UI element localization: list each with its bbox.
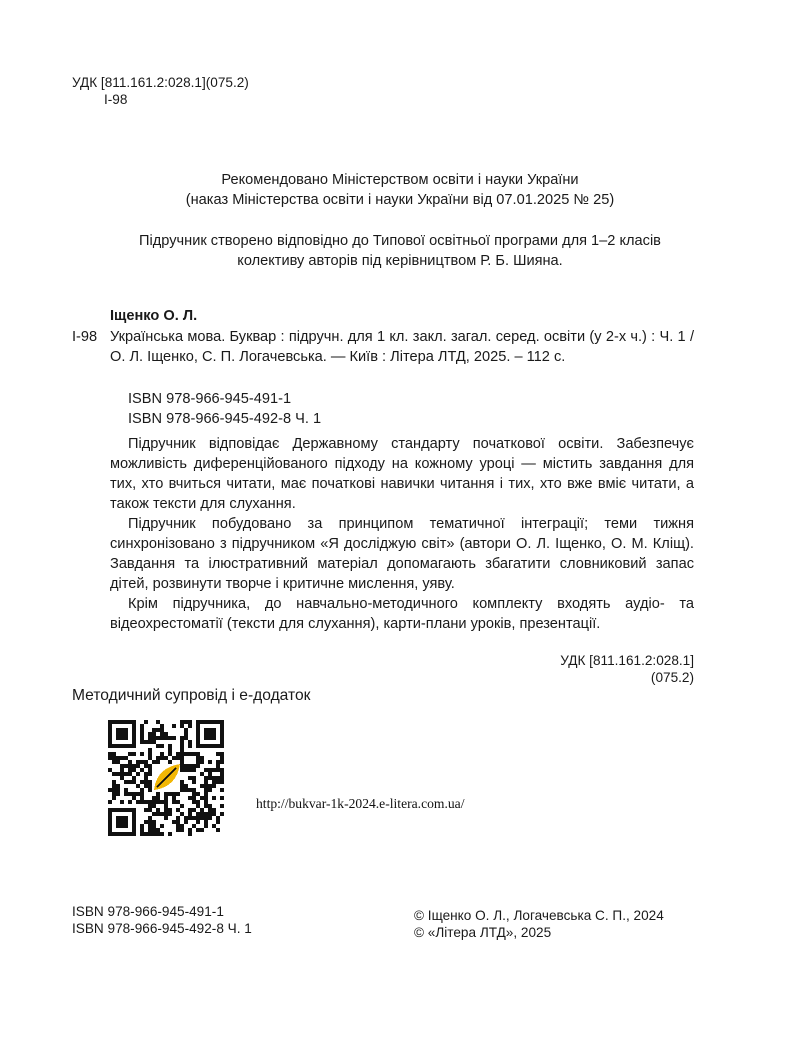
annotation (110, 434, 694, 634)
isbn-line: ISBN 978-966-945-491-1 (72, 904, 224, 919)
program-note-line: колективу авторів під керівництвом Р. Б. Шияна. (237, 253, 563, 269)
isbn-line: ISBN 978-966-945-492-8 Ч. 1 (72, 921, 252, 936)
qr-code-graphic (108, 720, 224, 836)
support-title: Методичний супровід і е-додаток (72, 687, 311, 704)
copyright-line: © Іщенко О. Л., Логачевська С. П., 2024 (414, 908, 664, 923)
catalog-author: Іщенко О. Л. (110, 308, 198, 324)
catalog-isbn-list (128, 389, 321, 429)
ministry-recommendation (60, 170, 740, 210)
annotation-paragraph: Крім підручника, до навчально-методичного комплекту входять аудіо- та відеохрестоматії (тексти для слухання), карти-плани уроків, презентації. (110, 596, 694, 632)
bottom-isbn-list (72, 903, 252, 937)
annotation-paragraph: Підручник відповідає Державному стандарту початкової освіти. Забезпечує можливість диференційованого підходу на кожному уроці — містить завдання для тих, хто вчиться читати, має початкові навички читання і тих, хто вже вміє читати, а також тексти для слухання. (110, 436, 694, 512)
qr-code-icon[interactable] (108, 720, 224, 836)
recommendation-line: (наказ Міністерства освіти і науки України від 07.01.2025 № 25) (185, 192, 615, 208)
copyright-block (414, 907, 664, 941)
udk-header (72, 74, 249, 108)
udk-code: УДК [811.161.2:028.1](075.2) (72, 75, 249, 90)
program-note-line: Підручник створено відповідно до Типової освітньої програми для 1–2 класів (139, 233, 661, 249)
catalog-index-top: І-98 (104, 92, 128, 107)
bibliographic-description: Українська мова. Буквар : підручн. для 1 кл. закл. загал. серед. освіти (у 2-х ч.) : Ч. 1 / О. Л. Іщенко, С. П. Логачевська. — Київ : Літера ЛТД, 2025. – 112 с. (110, 329, 694, 365)
copyright-line: © «Літера ЛТД», 2025 (414, 925, 552, 940)
recommendation-line: Рекомендовано Міністерством освіти і науки України (221, 172, 579, 188)
e-supplement-link[interactable]: http://bukvar-1k-2024.e-litera.com.ua/ (256, 796, 465, 811)
isbn-line: ISBN 978-966-945-492-8 Ч. 1 (128, 411, 322, 427)
udk-code-footer: УДК [811.161.2:028.1](075.2) (560, 653, 694, 685)
isbn-line: ISBN 978-966-945-491-1 (128, 391, 292, 407)
annotation-paragraph: Підручник побудовано за принципом тематичної інтеграції; теми тижня синхронізовано з підручником «Я досліджую світ» (автори О. Л. Іщенко, О. М. Кліщ). Завдання та ілюстративний матеріал допомагають збагатити словниковий запас дітей, розвинути творче і критичне мислення, уяву. (110, 516, 694, 592)
catalog-index: І-98 (72, 329, 98, 345)
program-note (60, 231, 740, 271)
